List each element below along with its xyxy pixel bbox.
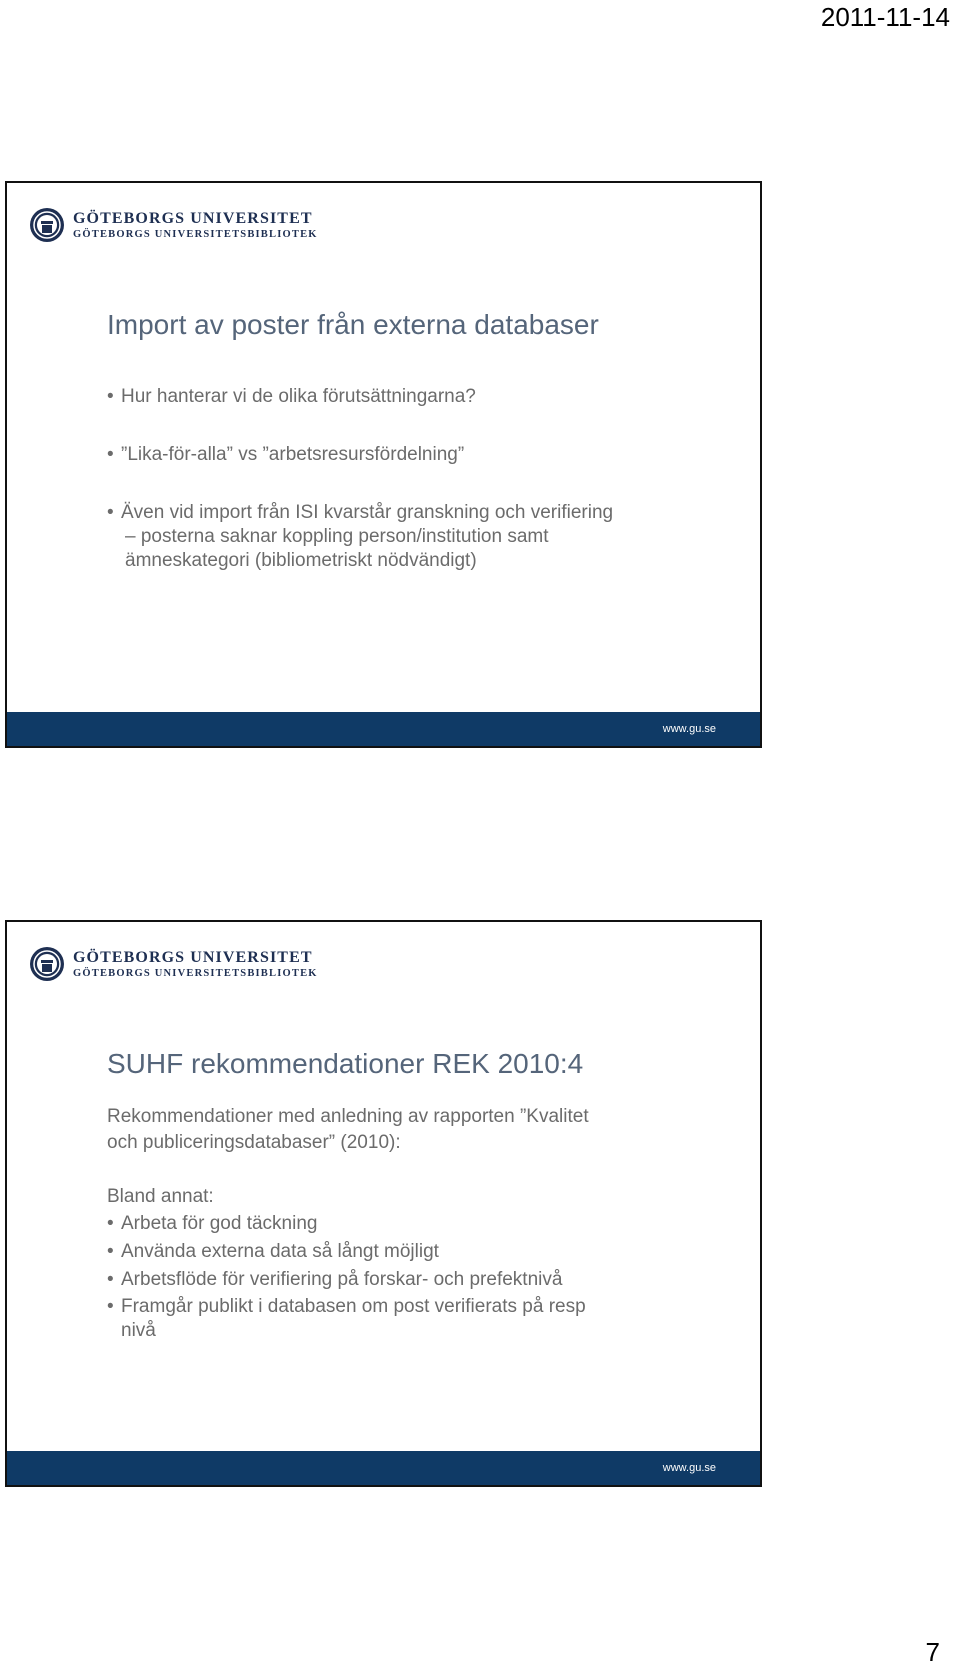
slide-title: SUHF rekommendationer REK 2010:4 [107, 1048, 584, 1079]
university-logo [29, 205, 318, 245]
slide-footer [7, 712, 760, 746]
university-logo [29, 944, 318, 984]
sub-item: – posterna saknar koppling person/institution samt [125, 526, 549, 547]
slide-body [107, 1104, 720, 1342]
bullet-item: • Även vid import från ISI kvarstår granskning och verifiering [107, 501, 720, 525]
list-label: Bland annat: [107, 1186, 214, 1207]
footer-url: www.gu.se [662, 1462, 716, 1474]
slide-1 [5, 181, 762, 748]
university-seal-icon [29, 207, 65, 243]
bullet-item: • Arbetsflöde för verifiering på forskar- och prefektnivå [107, 1266, 720, 1294]
footer-url: www.gu.se [662, 723, 716, 735]
slide-body [107, 385, 720, 573]
intro-text-continuation: och publiceringsdatabaser” (2010): [107, 1132, 401, 1153]
sub-item-continuation: ämneskategori (bibliometriskt nödvändigt) [125, 550, 477, 571]
slide-title: Import av poster från externa databaser [107, 309, 599, 340]
bullet-item: • Använda externa data så långt möjligt [107, 1238, 720, 1266]
bullet-item: • Arbeta för god täckning [107, 1210, 720, 1238]
logo-university-name: GÖTEBORGS UNIVERSITET [73, 209, 313, 227]
bullet-item-continuation: nivå [121, 1320, 156, 1341]
bullet-item: • Framgår publikt i databasen om post verifierats på resp [107, 1294, 720, 1320]
bullet-item: • ”Lika-för-alla” vs ”arbetsresursfördelning” [107, 443, 720, 467]
bullet-item: • Hur hanterar vi de olika förutsättningarna? [107, 385, 720, 409]
slide-2 [5, 920, 762, 1487]
university-seal-icon [29, 946, 65, 982]
page-number: 7 [925, 1637, 940, 1667]
logo-library-name: GÖTEBORGS UNIVERSITETSBIBLIOTEK [73, 967, 318, 979]
slide-footer [7, 1451, 760, 1485]
intro-text: Rekommendationer med anledning av rapporten ”Kvalitet [107, 1106, 589, 1127]
page-date: 2011-11-14 [820, 2, 950, 32]
logo-university-name: GÖTEBORGS UNIVERSITET [73, 948, 313, 966]
logo-library-name: GÖTEBORGS UNIVERSITETSBIBLIOTEK [73, 228, 318, 240]
